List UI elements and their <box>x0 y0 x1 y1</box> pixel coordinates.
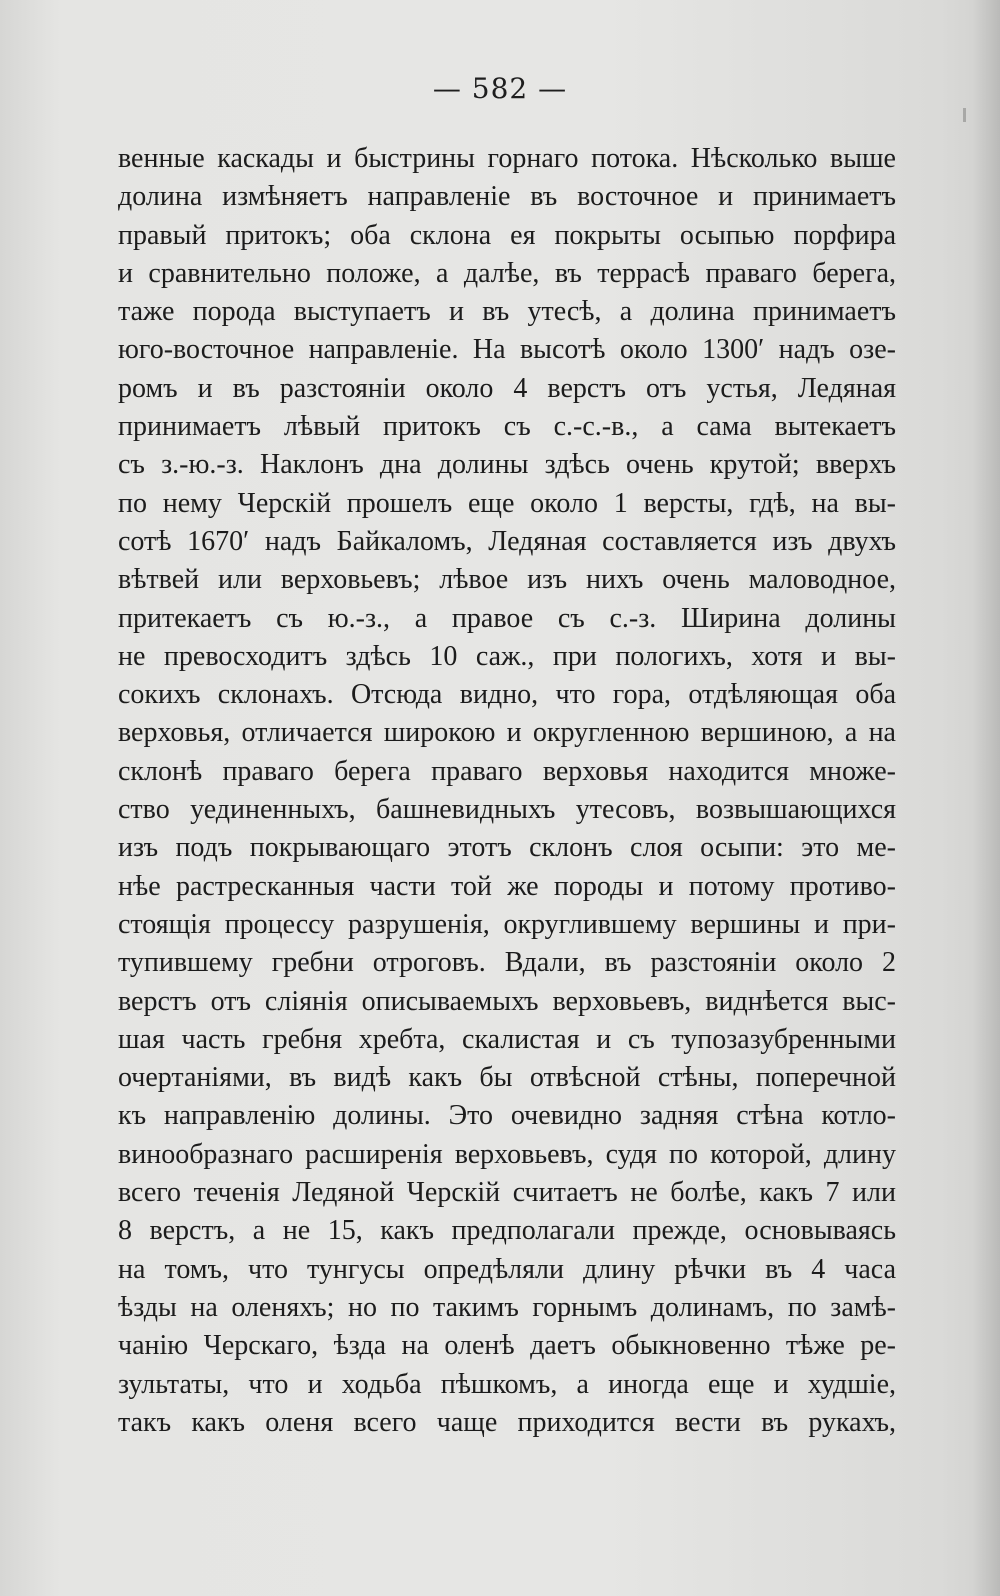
text-line: правый притокъ; оба склона ея покрыты осыпью порфира <box>118 219 896 251</box>
text-line: тупившему гребни отроговъ. Вдали, въ разстояніи около 2 <box>118 947 896 979</box>
text-line: сокихъ склонахъ. Отсюда видно, что гора, отдѣляющая оба <box>118 679 896 711</box>
text-line: 8 верстъ, а не 15, какъ предполагали прежде, основываясь <box>118 1215 896 1247</box>
text-line: изъ подъ покрывающаго этотъ склонъ слоя осыпи: это ме- <box>118 832 896 864</box>
text-line: съ з.-ю.-з. Наклонъ дна долины здѣсь очень крутой; вверхъ <box>118 449 896 481</box>
text-line: всего теченія Ледяной Черскій считаетъ не болѣе, какъ 7 или <box>118 1177 896 1209</box>
text-line: юго-восточное направленіе. На высотѣ около 1300′ надъ озе- <box>118 334 896 366</box>
text-line: вѣтвей или верховьевъ; лѣвое изъ нихъ очень маловодное, <box>118 564 896 596</box>
text-line: стоящія процессу разрушенія, округлившему вершины и при- <box>118 908 896 940</box>
text-line: сотѣ 1670′ надъ Байкаломъ, Ледяная составляется изъ двухъ <box>118 525 896 557</box>
text-line: склонѣ праваго берега праваго верховья находится множе- <box>118 755 896 787</box>
text-line: не превосходитъ здѣсь 10 саж., при пологихъ, хотя и вы- <box>118 640 896 672</box>
text-line: таже порода выступаетъ и въ утесѣ, а долина принимаетъ <box>118 296 896 328</box>
text-line: по нему Черскій прошелъ еще около 1 версты, гдѣ, на вы- <box>118 487 896 519</box>
text-line: зультаты, что и ходьба пѣшкомъ, а иногда еще и худшіе, <box>118 1368 896 1400</box>
scan-mark <box>963 108 966 122</box>
text-line: ство уединенныхъ, башневидныхъ утесовъ, возвышающихся <box>118 794 896 826</box>
text-line: венные каскады и быстрины горнаго потока. Нѣсколько выше <box>118 143 896 174</box>
text-line: ѣзды на оленяхъ; но по такимъ горнымъ долинамъ, по замѣ- <box>118 1291 896 1323</box>
text-line: винообразнаго расширенія верховьевъ, судя по которой, длину <box>118 1138 896 1170</box>
text-line: шая часть гребня хребта, скалистая и съ тупозазубренными <box>118 1023 896 1055</box>
text-line: и сравнительно положе, а далѣе, въ террасѣ праваго берега, <box>118 257 896 289</box>
text-line: на томъ, что тунгусы опредѣляли длину рѣчки въ 4 часа <box>118 1253 896 1285</box>
text-line: нѣе растресканныя части той же породы и потому противо- <box>118 870 896 902</box>
text-line: такъ какъ оленя всего чаще приходится вести въ рукахъ, <box>118 1406 896 1438</box>
text-line: притекаетъ съ ю.-з., а правое съ с.-з. Ширина долины <box>118 602 896 634</box>
text-line: долина измѣняетъ направленіе въ восточное и принимаетъ <box>118 181 896 213</box>
text-line: ромъ и въ разстояніи около 4 верстъ отъ устья, Ледяная <box>118 372 896 404</box>
text-line: принимаетъ лѣвый притокъ съ с.-с.-в., а сама вытекаетъ <box>118 411 896 443</box>
page-edge-shadow <box>972 0 1000 1596</box>
text-line: верховья, отличается широкою и округленною вершиною, а на <box>118 717 896 749</box>
text-line: чанію Черскаго, ѣзда на оленѣ даетъ обыкновенно тѣже ре- <box>118 1330 896 1362</box>
text-line: верстъ отъ сліянія описываемыхъ верховьевъ, виднѣется выс- <box>118 985 896 1017</box>
body-text <box>118 140 896 1442</box>
page-number: — 582 — <box>432 72 568 105</box>
text-line: очертаніями, въ видѣ какъ бы отвѣсной стѣны, поперечной <box>118 1062 896 1094</box>
text-line: къ направленію долины. Это очевидно задняя стѣна котло- <box>118 1100 896 1132</box>
